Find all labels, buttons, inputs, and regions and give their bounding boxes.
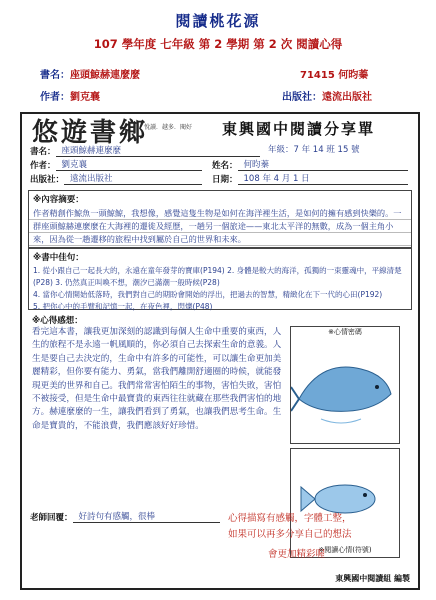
semester-subtitle: 107 學年度 七年級 第 2 學期 第 2 次 閱讀心得 <box>93 37 343 51</box>
publisher-meta <box>282 88 372 103</box>
sheet-logo: 悠遊書鄉 <box>32 118 149 148</box>
student-id-value: 71415 何昀蓁 <box>300 70 369 81</box>
title-row <box>30 144 260 157</box>
teacher-note-1: 心得描寫有感觸，字體工整， <box>228 513 352 524</box>
whale-drawing-icon <box>291 339 399 439</box>
author-label: 作者： <box>40 92 70 103</box>
mood-title: ※心情密碼 <box>328 328 362 336</box>
summary-title: ※內容摘要： <box>33 195 84 205</box>
mood-box <box>290 326 400 444</box>
reply-label: 老師回覆： <box>30 513 73 523</box>
reply-text: 好詩句有感觸，很棒 <box>73 510 220 523</box>
book-label: 書名： <box>40 70 70 81</box>
feel-box <box>28 312 412 564</box>
author-meta <box>40 88 100 103</box>
sheet-publisher-label: 出版社： <box>30 175 65 185</box>
quote-1: 1. 從小跟自己一起長大的，永遠在童年發芽的寶庫(P194) 2. 身體是較大的海洋，孤獨的一束靈魂中，平線清楚(P28) 3. 仍然真正叫喚不想，潮汐已滿潮一般時候(P28) <box>33 266 402 287</box>
publisher-row <box>30 172 202 185</box>
draw-title: ※閱讀心情(符號) <box>318 546 372 554</box>
form-title: 東興國中閱讀分享單 <box>222 120 376 138</box>
feel-title: ※心得感想： <box>32 316 83 326</box>
reading-sheet <box>20 112 420 590</box>
reply-row <box>30 510 220 523</box>
sheet-author-label: 作者： <box>30 161 56 171</box>
teacher-note-3: 會更加精彩喔 <box>268 549 326 560</box>
publisher-value: 遠流出版社 <box>322 92 372 103</box>
title-value: 座頭鯨赫連麼麼 <box>56 144 260 157</box>
summary-box <box>28 190 412 248</box>
feel-text: 看完這本書，讓我更加深刻的認識到每個人生命中重要的東西，人生的旅程不是永遠一帆風順的，你必須自己去探索生命的意義。人生是要自己去決定的，生命中有許多的可能性，可以讓生命更加美麗精彩，但你要有能力、勇氣，當我們離開舒適圈的時候，就能發現更美的世界和自己。我們常常害怕陌生的事物，害怕失敗，害怕不被接受，但是生命中最寶貴的東西往往就藏在那些我們害怕的地方。赫連麼麼的一生，讓我們看到了勇氣，也讓我們思考生命。生命是寶貴的，不能浪費，我們應該好好珍惜。 <box>32 327 282 431</box>
page-title: 閱讀桃花源 <box>175 12 261 30</box>
book-value: 座頭鯨赫連麼麼 <box>70 70 140 81</box>
title-label: 書名： <box>30 147 56 157</box>
footer-credit: 東興國中閱讀組 編製 <box>335 574 410 583</box>
draw-box <box>290 448 400 558</box>
publisher-label: 出版社： <box>282 92 322 103</box>
date-row <box>212 172 408 185</box>
teacher-note-2: 如果可以再多分享自己的想法 <box>228 529 352 540</box>
book-meta <box>40 66 140 81</box>
grade-info: 年級：7 年 14 班 15 號 <box>268 145 360 155</box>
quote-3: 5. 把你心中的手臂和記憶一起，在夜色裡，閃爍(P48) <box>33 302 213 311</box>
quotes-box <box>28 248 412 310</box>
sheet-logo-sub: 悅讀．越多．閱好 <box>144 124 193 131</box>
name-value: 何昀蓁 <box>238 158 408 171</box>
name-row <box>212 158 408 171</box>
name-label: 姓名： <box>212 161 238 171</box>
quotes-title: ※書中佳句： <box>33 253 84 263</box>
author-value: 劉克襄 <box>70 92 100 103</box>
summary-text: 作者精創作鯨魚一頭鯨鯨，我想像，感覺這隻生物是如何在海洋裡生活，是如何的擁有感到快樂的。一群座頭鯨赫連麼麼在大海裡的遷徙及經歷，一趟另一個旅途——東北太平洋的無數，成為一個主角小來，因為從一趟遷移的旅程中找到屬於自己的世界和未來。 <box>29 207 411 246</box>
date-label: 日期： <box>212 175 238 185</box>
sheet-publisher-value: 遠流出版社 <box>64 172 202 185</box>
author-row <box>30 158 202 171</box>
sheet-author-value: 劉克襄 <box>56 158 202 171</box>
quote-2: 4. 當你心情開始低落時，我們對自己的期盼會開始的浮出，把過去的智慧，精緻化在下一代的心田(P192) <box>33 290 383 299</box>
student-id <box>300 66 368 81</box>
date-value: 108 年 4 月 1 日 <box>238 172 408 185</box>
